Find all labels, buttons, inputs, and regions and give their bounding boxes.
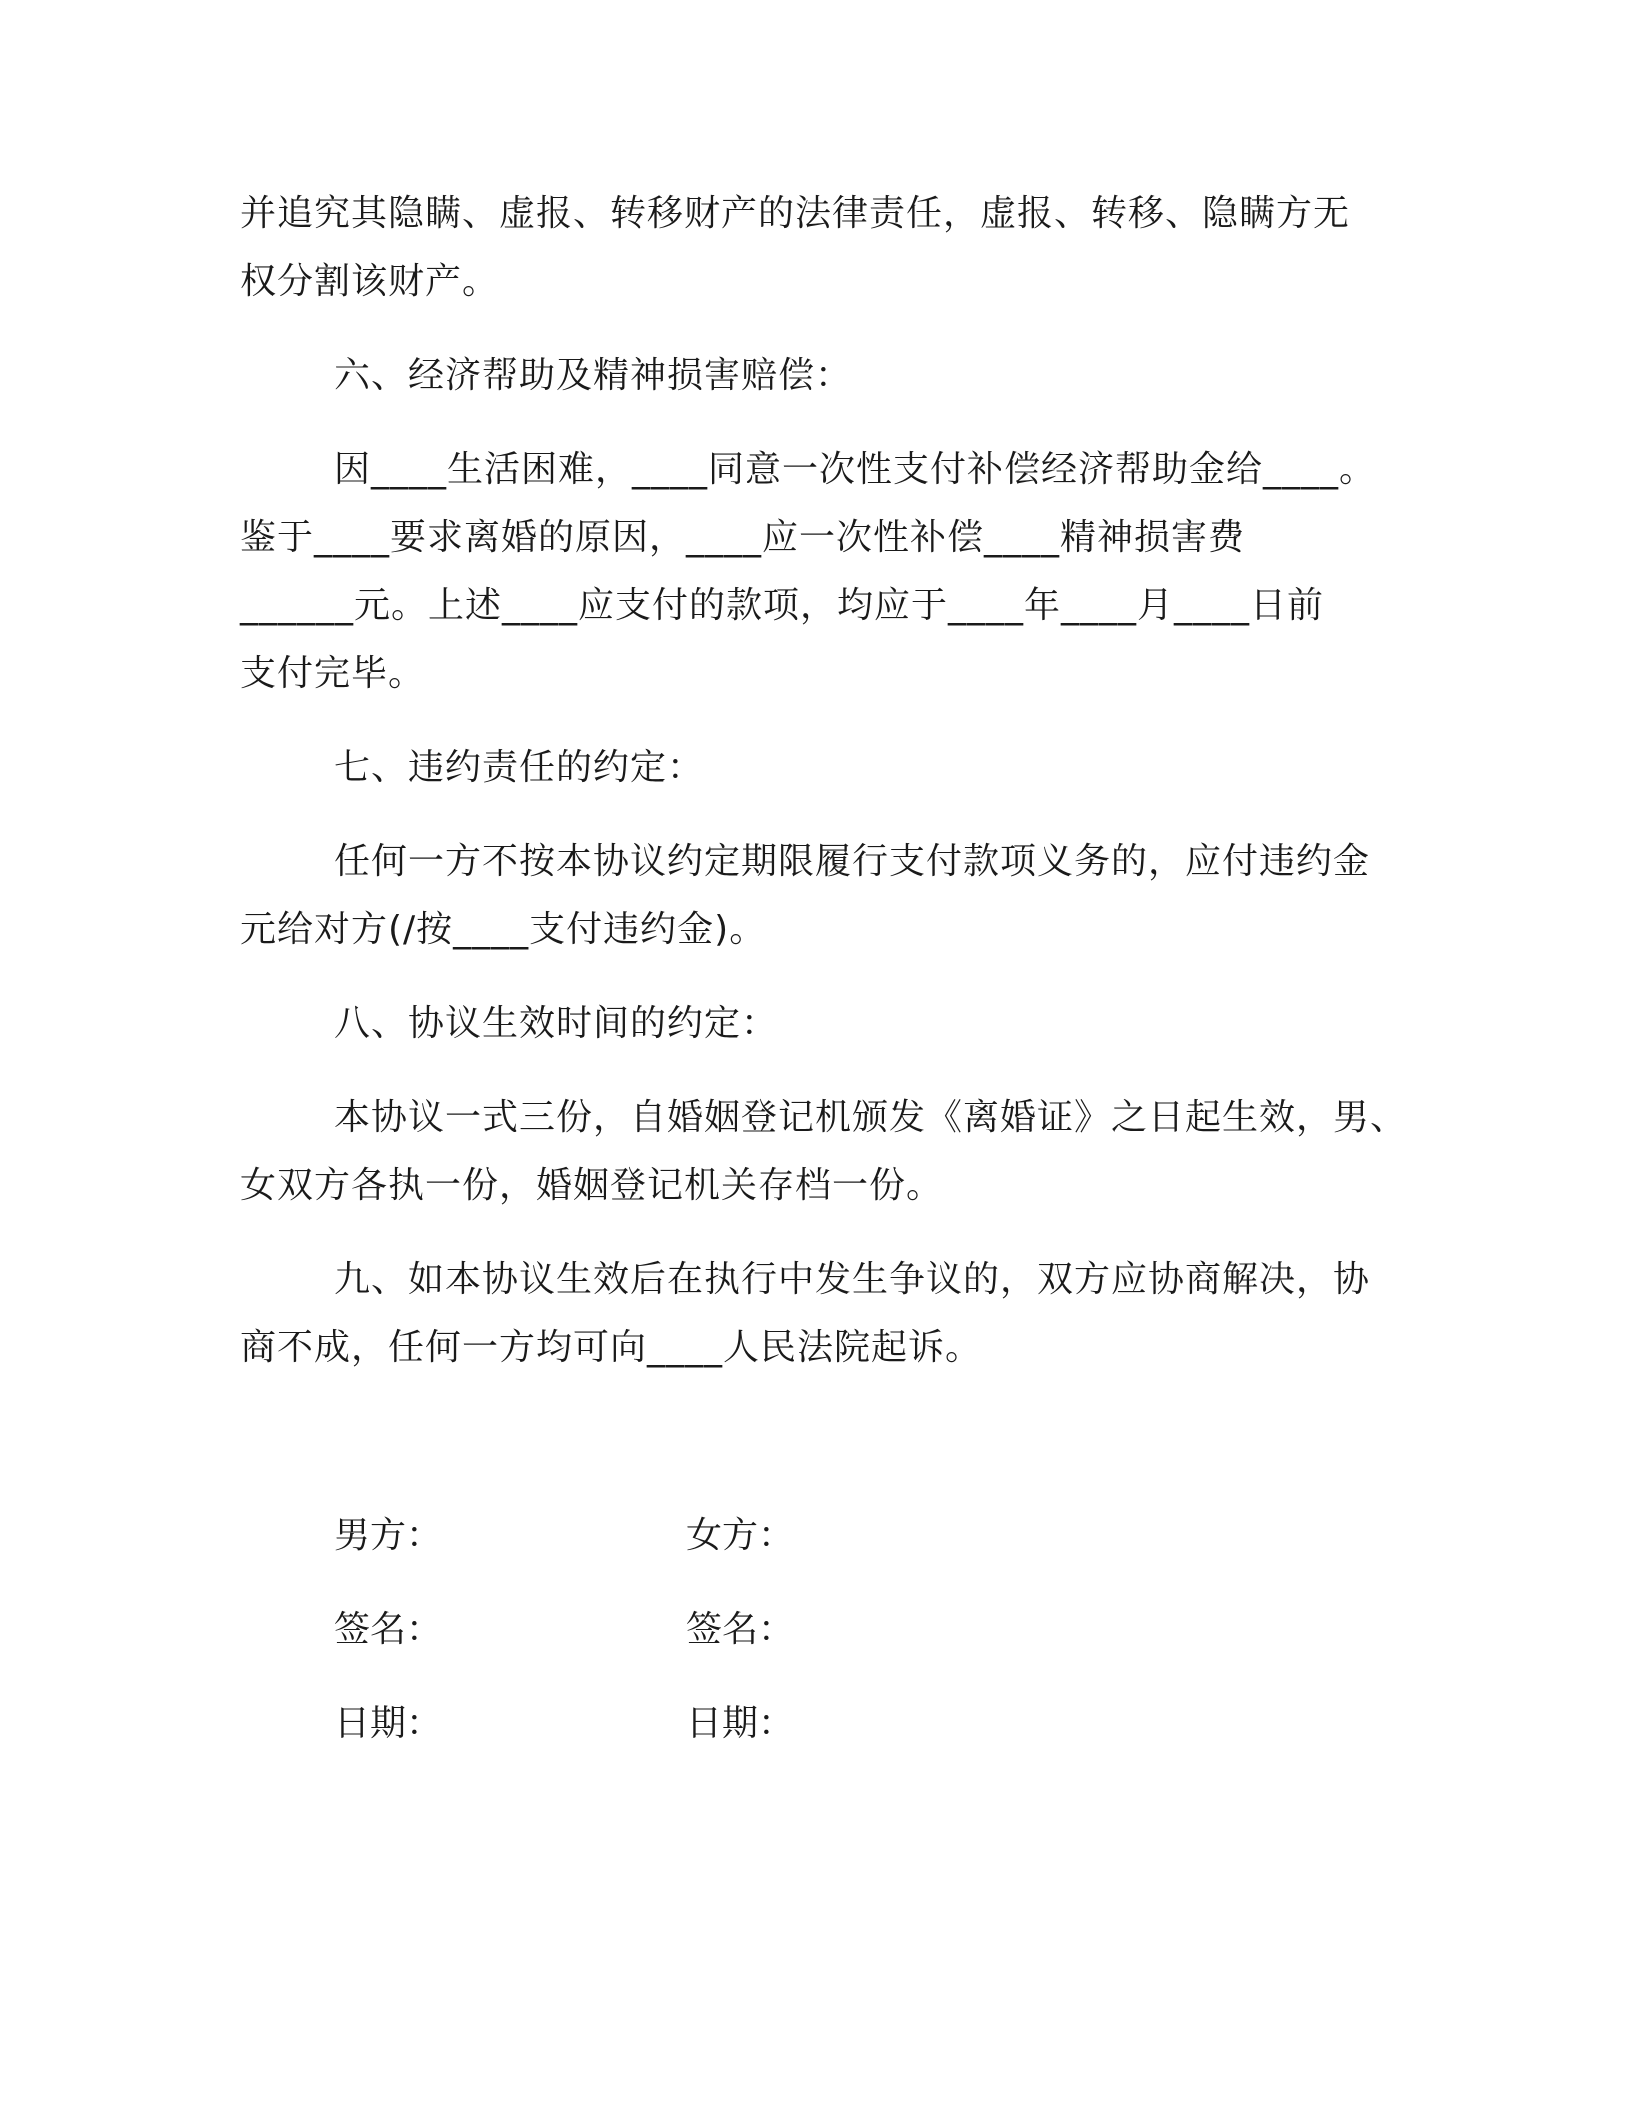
paragraph-7-line-1: 任何一方不按本协议约定期限履行支付款项义务的，应付违约金 [334,841,1371,882]
male-date-label: 日期： [334,1703,443,1744]
paragraph-6-line-2: 鉴于____要求离婚的原因，____应一次性补偿____精神损害费 [240,517,1246,558]
female-party-label: 女方： [686,1515,795,1556]
paragraph-8-line-2: 女双方各执一份，婚姻登记机关存档一份。 [240,1165,944,1206]
paragraph-6-line-1: 因____生活困难，____同意一次性支付补偿经济帮助金给____。 [334,449,1377,490]
section-8-heading: 八、协议生效时间的约定： [334,1003,779,1044]
section-7-heading: 七、违约责任的约定： [334,747,705,788]
section-6-heading: 六、经济帮助及精神损害赔偿： [334,355,853,396]
male-party-label: 男方： [334,1515,443,1556]
section-9-line-1: 九、如本协议生效后在执行中发生争议的，双方应协商解决，协 [334,1259,1371,1300]
male-signature-label: 签名： [334,1609,443,1650]
paragraph-5-line-2: 权分割该财产。 [240,261,500,302]
female-signature-label: 签名： [686,1609,795,1650]
paragraph-6-line-3: ______元。上述____应支付的款项，均应于____年____月____日前 [240,585,1325,626]
paragraph-7-line-2: 元给对方(/按____支付违约金)。 [240,909,767,950]
section-9-line-2: 商不成，任何一方均可向____人民法院起诉。 [240,1327,983,1368]
female-date-label: 日期： [686,1703,795,1744]
paragraph-8-line-1: 本协议一式三份，自婚姻登记机颁发《离婚证》之日起生效，男、 [334,1097,1408,1138]
paragraph-5-line-1: 并追究其隐瞒、虚报、转移财产的法律责任，虚报、转移、隐瞒方无 [240,193,1351,234]
paragraph-6-line-4: 支付完毕。 [240,653,426,694]
